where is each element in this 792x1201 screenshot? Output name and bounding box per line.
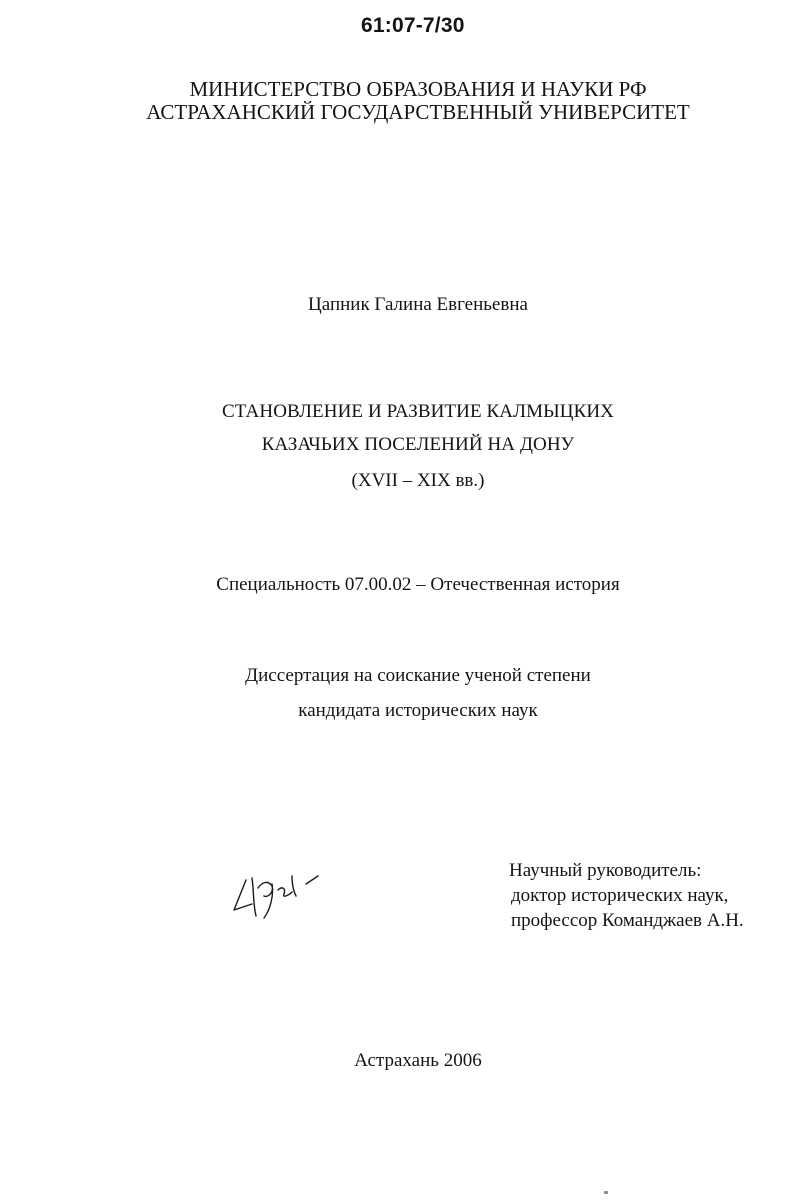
degree-line-1: Диссертация на соискание ученой степени xyxy=(245,665,591,686)
supervisor-label: Научный руководитель: xyxy=(509,860,702,881)
specialty: Специальность 07.00.02 – Отечественная история xyxy=(216,574,620,595)
catalog-code: 61:07-7/30 xyxy=(361,14,465,37)
degree-line-2: кандидата исторических наук xyxy=(298,700,538,721)
supervisor-name: профессор Команджаев А.Н. xyxy=(511,910,744,931)
author-signature xyxy=(228,866,338,926)
supervisor-block xyxy=(509,858,744,933)
author-name: Цапник Галина Евгеньевна xyxy=(308,294,528,315)
city-year: Астрахань 2006 xyxy=(354,1050,482,1071)
ministry-name: МИНИСТЕРСТВО ОБРАЗОВАНИЯ И НАУКИ РФ xyxy=(189,77,647,101)
scan-speck xyxy=(604,1191,608,1194)
university-name: АСТРАХАНСКИЙ ГОСУДАРСТВЕННЫЙ УНИВЕРСИТЕТ xyxy=(146,100,690,124)
title-period: (XVII – XIX вв.) xyxy=(351,470,485,491)
title-line-2: КАЗАЧЬИХ ПОСЕЛЕНИЙ НА ДОНУ xyxy=(261,434,575,455)
supervisor-degree: доктор исторических наук, xyxy=(511,885,729,906)
title-line-1: СТАНОВЛЕНИЕ И РАЗВИТИЕ КАЛМЫЦКИХ xyxy=(222,401,614,422)
